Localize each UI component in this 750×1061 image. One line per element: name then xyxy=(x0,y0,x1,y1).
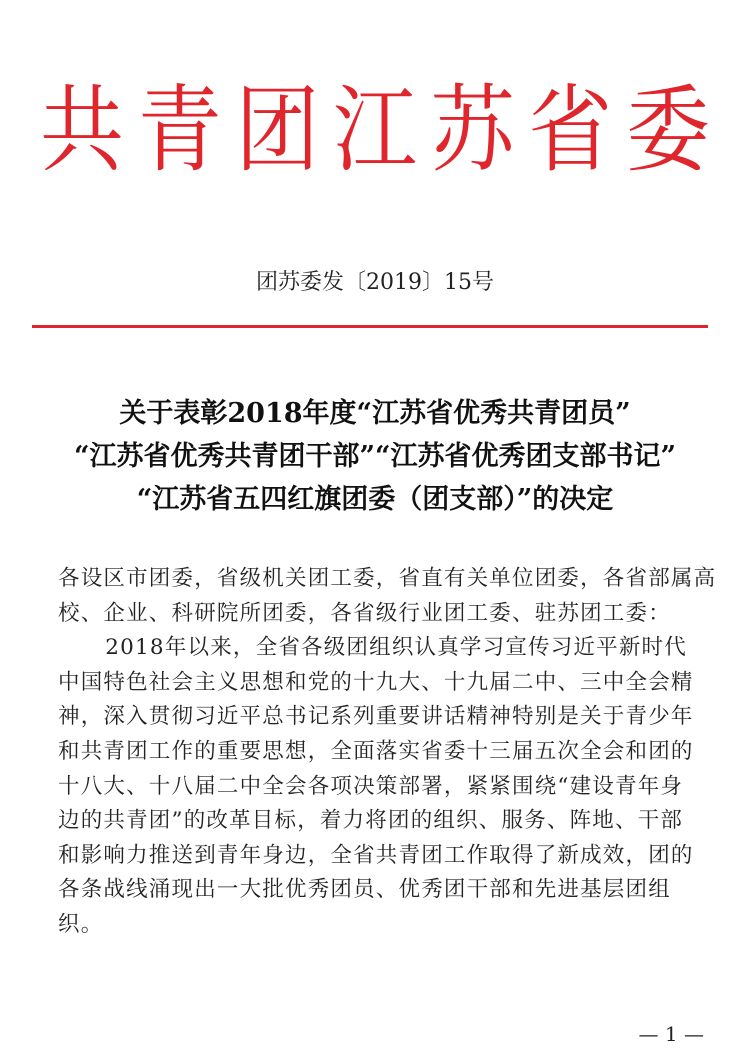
document-number: 团苏委发〔2019〕15号 xyxy=(256,270,494,295)
addressee-line: 各设区市团委，省级机关团工委，省直有关单位团委，各省部属高 xyxy=(58,566,717,591)
letterhead-char: 省 xyxy=(528,75,613,185)
title-line: “江苏省五四红旗团委（团支部）”的决定 xyxy=(136,484,614,515)
paragraph-line: 2018年以来，全省各级团组织认真学习宣传习近平新时代 xyxy=(105,635,687,661)
letterhead-char: 苏 xyxy=(430,75,515,185)
addressee-line: 校、企业、科研院所团委，各省级行业团工委、驻苏团工委： xyxy=(58,600,671,626)
title-line: “江苏省优秀共青团干部”“江苏省优秀团支部书记” xyxy=(73,441,677,472)
document-title xyxy=(0,392,750,521)
paragraph-line: 边的共青团”的改革目标，着力将团的组织、服务、阵地、干部 xyxy=(58,808,684,834)
letterhead-char: 共 xyxy=(40,75,125,185)
red-divider xyxy=(32,325,708,328)
letterhead-char: 团 xyxy=(235,75,320,185)
paragraph-line: 十八大、十八届二中全会各项决策部署，紧紧围绕“建设青年身 xyxy=(58,773,684,799)
letterhead-char: 委 xyxy=(625,75,710,185)
paragraph-line: 各条战线涌现出一大批优秀团员、优秀团干部和先进基层团组 xyxy=(58,877,671,903)
letterhead-char: 青 xyxy=(137,75,222,185)
paragraph-line: 和共青团工作的重要思想，全面落实省委十三届五次全会和团的 xyxy=(58,738,694,764)
paragraph-line: 神，深入贯彻习近平总书记系列重要讲话精神特别是关于青少年 xyxy=(58,704,694,730)
letterhead-char: 江 xyxy=(332,75,417,185)
paragraph-line: 织。 xyxy=(58,911,104,937)
document-body xyxy=(58,562,717,943)
letterhead xyxy=(40,75,710,185)
page-number: — 1 — xyxy=(638,1022,704,1046)
title-line: 关于表彰2018年度“江苏省优秀共青团员” xyxy=(119,398,631,429)
paragraph-line: 中国特色社会主义思想和党的十九大、十九届二中、三中全会精 xyxy=(58,669,694,695)
paragraph-line: 和影响力推送到青年身边，全省共青团工作取得了新成效，团的 xyxy=(58,842,694,868)
